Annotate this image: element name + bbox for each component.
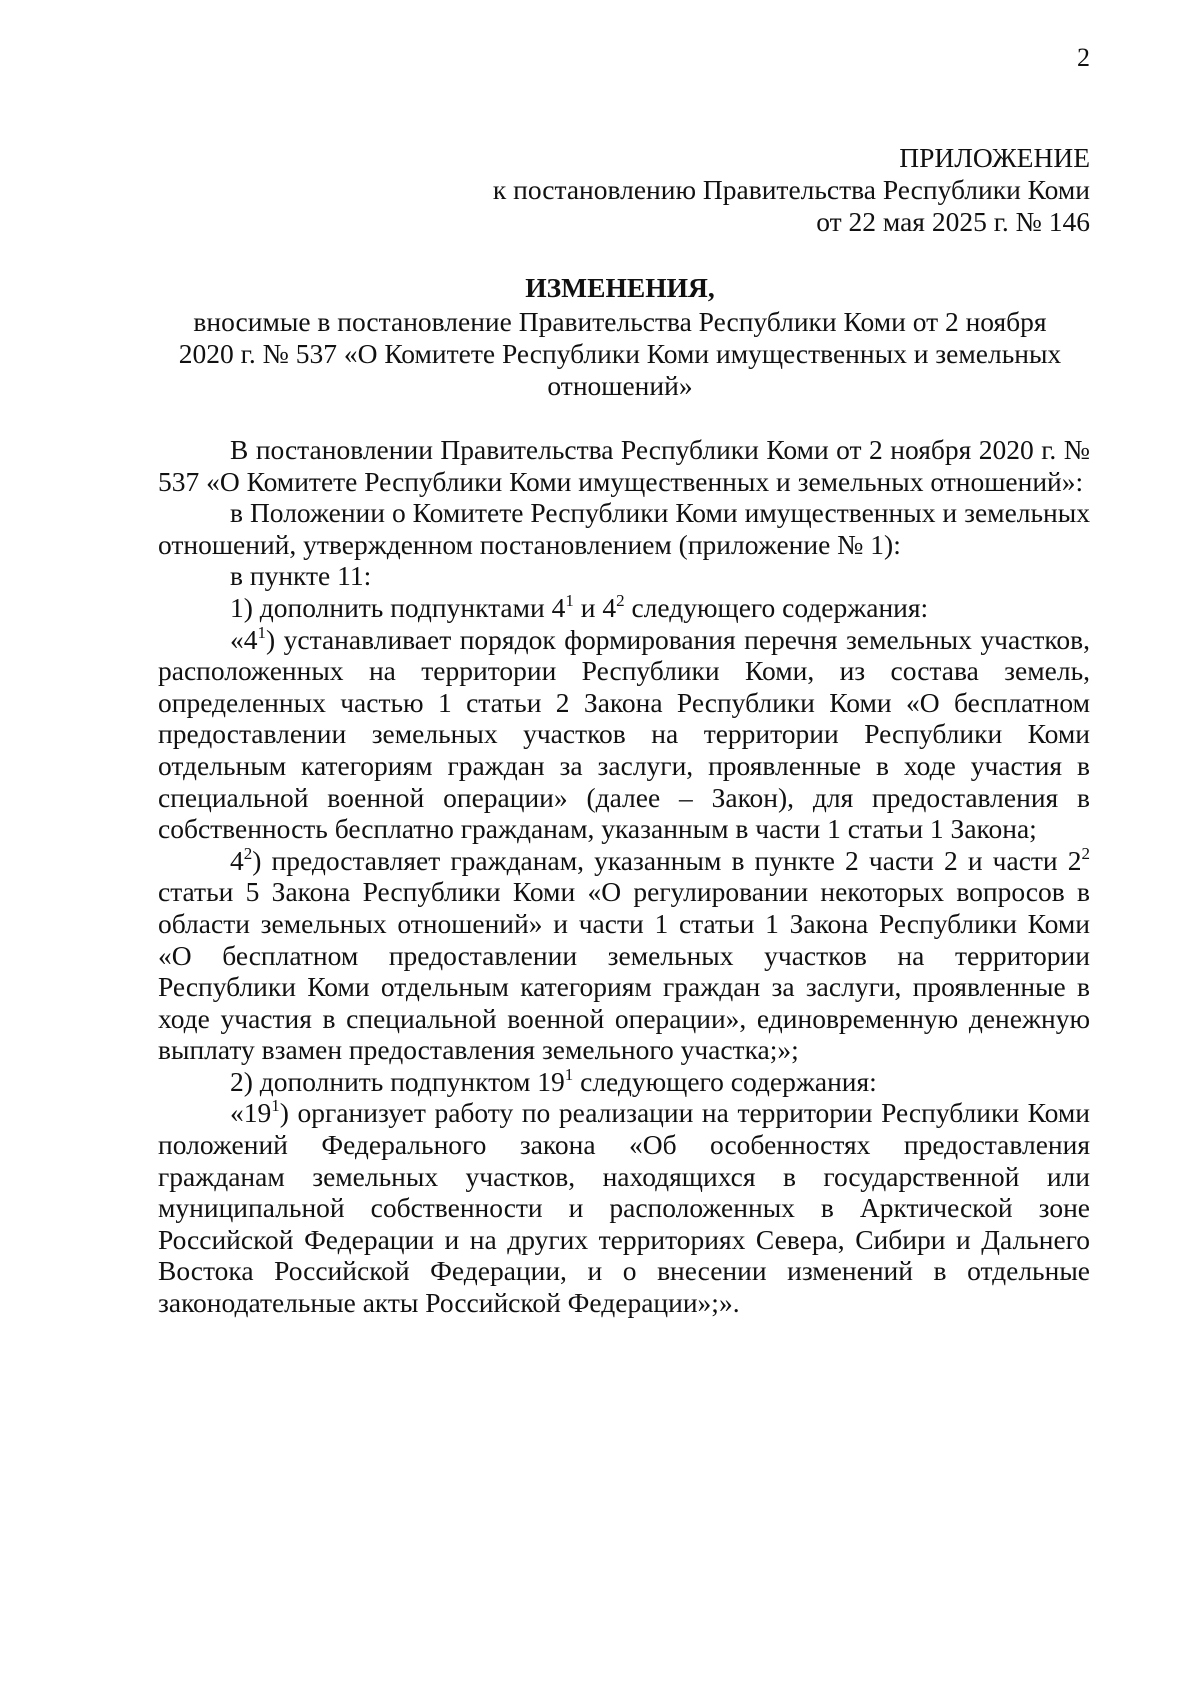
heading-subtitle-line: 2020 г. № 537 «О Комитете Республики Коми имущественных и земельных — [178, 338, 1062, 369]
paragraph-item-1 — [158, 592, 1090, 624]
text-run: «4 — [230, 623, 258, 655]
heading-subtitle-line: вносимые в постановление Правительства Республики Коми от 2 ноября — [193, 306, 1047, 337]
superscript: 2 — [243, 843, 253, 863]
heading-title: ИЗМЕНЕНИЯ, — [525, 272, 715, 303]
paragraph-regulation: в Положении о Комитете Республики Коми имущественных и земельных отношений, утвержденном постановлением (приложение № 1): — [158, 497, 1090, 560]
superscript: 2 — [616, 590, 625, 610]
paragraph-item-2 — [158, 1066, 1090, 1098]
paragraph-subitem-4-1 — [158, 624, 1090, 845]
paragraph-subitem-19-1 — [158, 1097, 1090, 1318]
superscript: 1 — [565, 590, 574, 610]
text-run: ) устанавливает порядок формирования перечня земельных участков, расположенных на территории Республики Коми, из состава земель, определенных частью 1 статьи 2 Закона Республики Коми «О бесплатном предоставлении земельных участков на территории Республики Коми отдельным категориям граждан за заслуги, проявленные в ходе участия в специальной военной операции» (далее – Закон), для предоставления в собственность бесплатно гражданам, указанным в части 1 статьи 1 Закона; — [158, 623, 1090, 845]
document-body — [158, 434, 1090, 1319]
text-run: следующего содержания: — [624, 591, 929, 623]
superscript: 2 — [1081, 843, 1090, 863]
heading-subtitle — [150, 306, 1090, 402]
text-run: 2) дополнить подпунктом 19 — [230, 1065, 565, 1097]
paragraph-intro: В постановлении Правительства Республики Коми от 2 ноября 2020 г. № 537 «О Комитете Республики Коми имущественных и земельных отношений»: — [158, 434, 1090, 497]
heading-subtitle-line: отношений» — [547, 370, 693, 401]
superscript: 1 — [271, 1096, 280, 1116]
appendix-date: от 22 мая 2025 г. № 146 — [816, 206, 1090, 237]
superscript: 1 — [564, 1064, 574, 1084]
appendix-title: ПРИЛОЖЕНИЕ — [899, 142, 1090, 173]
paragraph-subitem-4-2 — [158, 845, 1090, 1066]
text-run: 1) дополнить подпунктами 4 — [230, 591, 566, 623]
text-run: 4 — [230, 844, 244, 876]
text-run: и 4 — [573, 591, 617, 623]
appendix-reference: к постановлению Правительства Республики Коми — [492, 174, 1090, 205]
document-heading — [150, 272, 1090, 402]
text-run: статьи 5 Закона Республики Коми «О регулировании некоторых вопросов в области земельных отношений» и части 1 статьи 1 Закона Республики Коми «О бесплатном предоставлении земельных участков на территории Республики Коми отдельным категориям граждан за заслуги, проявленные в ходе участия в специальной военной операции», единовременную денежную выплату взамен предоставления земельного участка;»; — [158, 876, 1090, 1066]
appendix-block — [493, 142, 1090, 238]
text-run: следующего содержания: — [573, 1065, 877, 1097]
text-run: ) организует работу по реализации на территории Республики Коми положений Федерального закона «Об особенностях предоставления гражданам земельных участков, находящихся в государственной или муниципальной собственности и расположенных в Арктической зоне Российской Федерации и на других территориях Севера, Сибири и Дальнего Востока Российской Федерации, и о внесении изменений в отдельные законодательные акты Российской Федерации»;». — [158, 1097, 1090, 1319]
superscript: 1 — [257, 622, 266, 642]
page-number: 2 — [1077, 43, 1090, 72]
text-run: ) предоставляет гражданам, указанным в пункте 2 части 2 и части 2 — [252, 844, 1082, 876]
paragraph-point-11: в пункте 11: — [230, 560, 372, 592]
text-run: «19 — [230, 1097, 272, 1129]
